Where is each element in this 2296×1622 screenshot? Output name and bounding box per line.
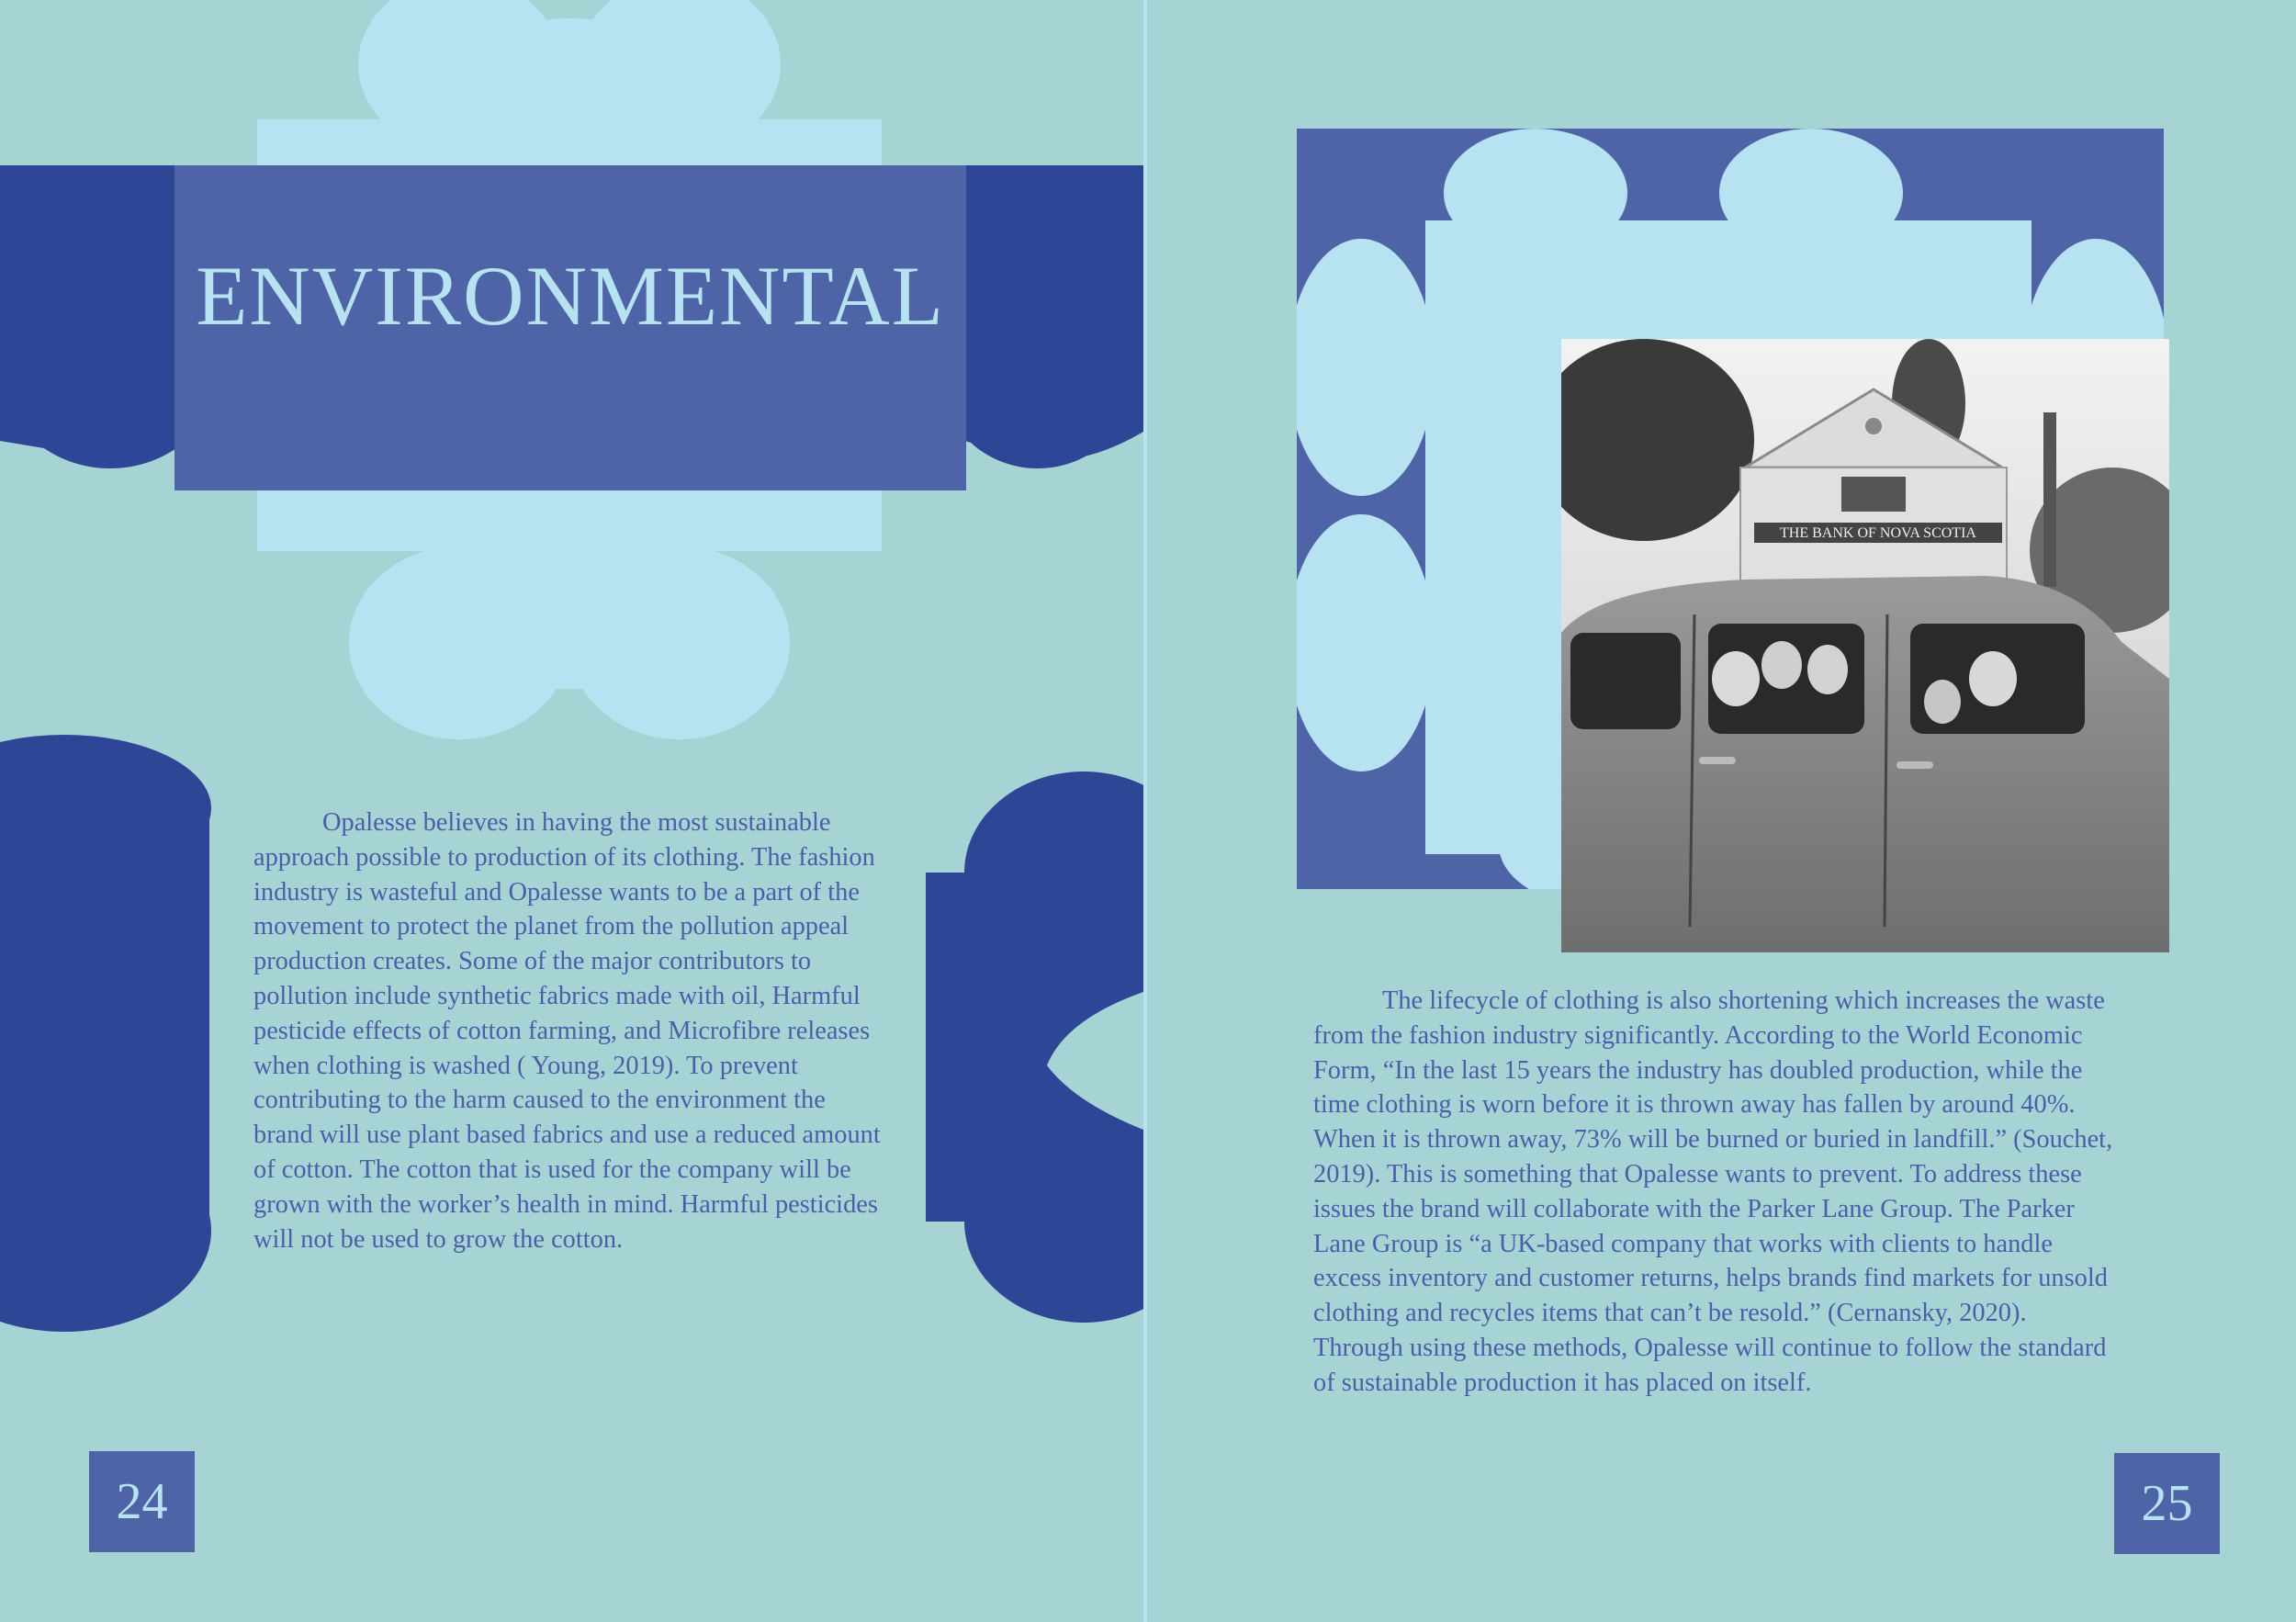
right-page: [1147, 0, 2296, 1622]
navy-blob-right: [926, 772, 1143, 1323]
vintage-car-photo: [1561, 339, 2169, 952]
right-paragraph: The lifecycle of clothing is also shortening which increases the waste from the fashion industry significantly. According to the World Economic Form, “In the last 15 years the industry has doubled production, while the time clothing is worn before it is thrown away has fallen by around 40%. When it is thrown away, 73% will be burned or buried in landfill.” (Souchet, 2019). This is something that Opalesse wants to prevent. To address these issues the brand will collaborate with the Parker Lane Group. The Parker Lane Group is “a UK-based company that works with clients to handle excess inventory and customer returns, helps brands find markets for unsold clothing and recycles items that can’t be resold.” (Cernansky, 2020). Through using these methods, Opalesse will continue to follow the standard of sustainable production it has placed on itself.: [1313, 986, 2113, 1397]
left-paragraph: Opalesse believes in having the most sustainable approach possible to production of its clothing. The fashion industry is wasteful and Opalesse wants to be a part of the movement to protect the planet from the pollution appeal production creates. Some of the major contributors to pollution include synthetic fabrics made with oil, Harmful pesticide effects of cotton farming, and Microfibre releases when clothing is washed ( Young, 2019). To prevent contributing to the harm caused to the environment the brand will use plant based fabrics and use a reduced amount of cotton. The cotton that is used for the company will be grown with the worker’s health in mind. Harmful pesticides will not be used to grow the cotton.: [253, 808, 881, 1254]
right-body-text: [1313, 984, 2117, 1401]
left-body-text: [253, 805, 887, 1256]
title-banner: [174, 165, 966, 490]
page-number-left: 24: [89, 1451, 195, 1552]
page-title: ENVIRONMENTAL: [196, 249, 945, 343]
left-page: [0, 0, 1143, 1622]
photo-frame: [1297, 129, 2164, 889]
navy-blob-left: [0, 735, 211, 1332]
bank-sign-text: THE BANK OF NOVA SCOTIA: [1780, 525, 1976, 541]
page-number-right: 25: [2114, 1453, 2220, 1554]
photo-illustration: [1561, 339, 2169, 952]
